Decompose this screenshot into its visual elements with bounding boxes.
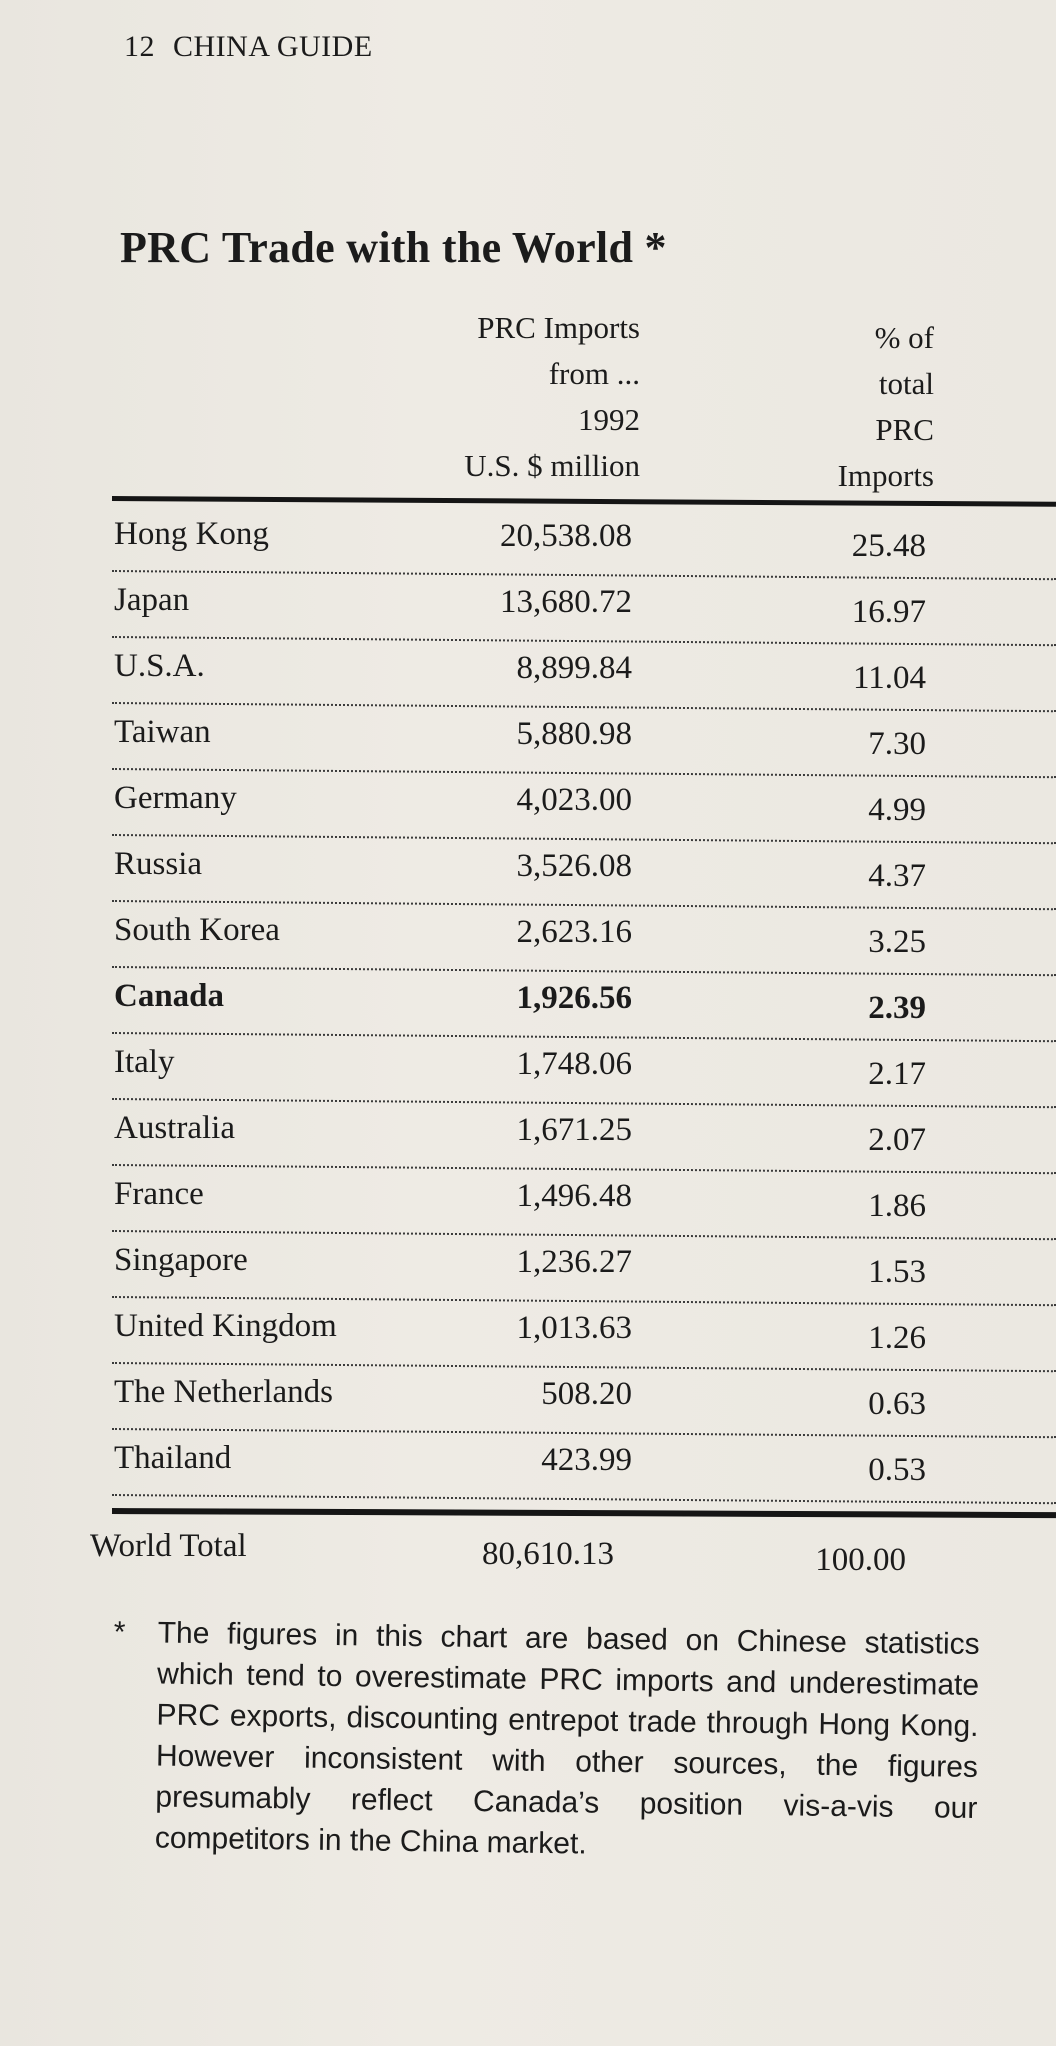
table-row xyxy=(0,1034,1056,1100)
column-header-imports-line: U.S. $ million xyxy=(464,448,640,483)
total-rule xyxy=(112,1508,1056,1518)
row-country: United Kingdom xyxy=(114,1308,337,1344)
row-import-value: 5,880.98 xyxy=(516,716,632,752)
footnote-text: The figures in this chart are based on Chinese statistics which tend to overestimate PRC imports and underestimate PRC exports, discounting entrepot trade through Hong Kong. However inconsistent with other sources, the figures presumably reflect Canada’s position vis-a-vis our competitors in the China market. xyxy=(154,1616,980,1861)
row-import-value: 8,899.84 xyxy=(516,650,632,686)
table-row xyxy=(0,968,1056,1034)
table-row xyxy=(0,902,1056,968)
column-header-imports-line: PRC Imports xyxy=(477,310,640,345)
table-row xyxy=(0,1232,1056,1298)
row-country: Italy xyxy=(114,1044,175,1080)
row-percent: 2.39 xyxy=(868,990,926,1026)
total-value: 80,610.13 xyxy=(482,1536,614,1572)
total-label: World Total xyxy=(90,1528,247,1564)
row-percent: 2.17 xyxy=(868,1056,926,1092)
row-percent: 0.63 xyxy=(868,1386,926,1422)
row-import-value: 1,671.25 xyxy=(516,1112,632,1148)
table-row xyxy=(0,770,1056,836)
row-import-value: 13,680.72 xyxy=(500,584,632,620)
total-percent: 100.00 xyxy=(815,1542,906,1578)
row-country: Germany xyxy=(114,780,237,816)
row-country: Singapore xyxy=(114,1242,248,1278)
row-import-value: 1,496.48 xyxy=(516,1178,632,1214)
table-row xyxy=(0,704,1056,770)
row-import-value: 1,013.63 xyxy=(516,1310,632,1346)
row-country: Taiwan xyxy=(114,714,211,750)
row-import-value: 4,023.00 xyxy=(516,782,632,818)
table-row xyxy=(0,1100,1056,1166)
row-percent: 1.53 xyxy=(868,1254,926,1290)
table-row xyxy=(0,836,1056,902)
row-import-value: 3,526.08 xyxy=(516,848,632,884)
row-percent: 25.48 xyxy=(851,528,926,564)
footnote-mark: * xyxy=(113,1615,126,1650)
row-country: Hong Kong xyxy=(114,516,269,552)
row-percent: 2.07 xyxy=(868,1122,926,1158)
column-header-imports xyxy=(464,305,640,489)
column-header-percent xyxy=(838,315,934,499)
row-import-value: 1,236.27 xyxy=(516,1244,632,1280)
row-percent: 16.97 xyxy=(851,594,926,630)
table-row xyxy=(0,1364,1056,1430)
row-import-value: 423.99 xyxy=(541,1442,632,1478)
row-percent: 4.99 xyxy=(868,792,926,828)
row-country: Canada xyxy=(114,978,225,1014)
column-header-percent-line: % of xyxy=(874,320,934,355)
row-import-value: 508.20 xyxy=(541,1376,632,1412)
column-header-percent-line: total xyxy=(878,366,934,401)
table-title: PRC Trade with the World * xyxy=(120,223,667,272)
total-row xyxy=(0,1522,1056,1582)
row-country: Thailand xyxy=(114,1440,232,1476)
dotted-rule xyxy=(112,1494,1056,1504)
row-percent: 1.26 xyxy=(868,1320,926,1356)
row-import-value: 1,748.06 xyxy=(516,1046,632,1082)
table-row xyxy=(0,1298,1056,1364)
row-import-value: 2,623.16 xyxy=(516,914,632,950)
row-country: Australia xyxy=(114,1110,235,1146)
row-country: Japan xyxy=(114,582,190,618)
table-row xyxy=(0,1166,1056,1232)
column-header-percent-line: Imports xyxy=(837,458,934,493)
row-percent: 0.53 xyxy=(868,1452,926,1488)
column-header-imports-line: from ... xyxy=(548,356,640,391)
book-title: CHINA GUIDE xyxy=(173,30,373,63)
row-percent: 11.04 xyxy=(852,660,926,696)
row-percent: 1.86 xyxy=(868,1188,926,1224)
column-header-imports-line: 1992 xyxy=(578,402,640,437)
table-row xyxy=(0,1430,1056,1496)
table-row xyxy=(0,638,1056,704)
row-country: South Korea xyxy=(114,912,280,948)
row-country: U.S.A. xyxy=(114,648,205,684)
row-import-value: 20,538.08 xyxy=(500,518,632,554)
footnote xyxy=(113,1612,980,1870)
row-country: The Netherlands xyxy=(114,1374,333,1410)
row-country: Russia xyxy=(114,846,203,882)
column-header-percent-line: PRC xyxy=(875,412,934,447)
row-percent: 7.30 xyxy=(868,726,926,762)
table-row xyxy=(0,506,1056,572)
row-percent: 4.37 xyxy=(868,858,926,894)
page-number: 12 xyxy=(124,30,155,63)
running-head xyxy=(124,30,373,64)
row-percent: 3.25 xyxy=(868,924,926,960)
table-row xyxy=(0,572,1056,638)
row-import-value: 1,926.56 xyxy=(516,980,632,1016)
row-country: France xyxy=(114,1176,204,1212)
